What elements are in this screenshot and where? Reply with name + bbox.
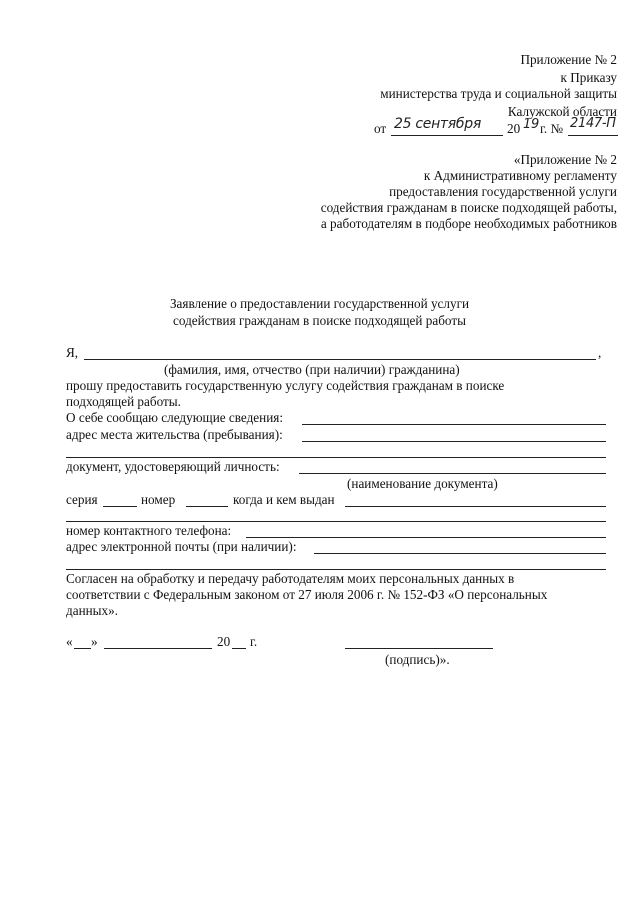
ya-label: Я, (66, 345, 79, 360)
email-label: адрес электронной почты (при наличии): (66, 539, 297, 554)
number-line (568, 135, 618, 136)
fio-comma: , (598, 345, 602, 360)
date-year-prefix: 20 (217, 634, 231, 649)
number-label: номер (141, 492, 176, 507)
date-year-suffix: г. (250, 634, 258, 649)
date-month-line[interactable] (104, 648, 212, 649)
header2-service: предоставления государственной услуги (389, 184, 617, 199)
about-label: О себе сообщаю следующие сведения: (66, 410, 284, 425)
address-line-2[interactable] (66, 457, 606, 458)
date-line (391, 135, 503, 136)
consent-line2: соответствии с Федеральным законом от 27 июля 2006 г. № 152-ФЗ «О персональных (66, 587, 548, 602)
header-year-prefix: 20 (507, 121, 521, 136)
header2-assistance: содействия гражданам в поиске подходящей работы, (320, 200, 617, 215)
header-ministry: министерства труда и социальной защиты (380, 86, 617, 101)
consent-line1: Согласен на обработку и передачу работодателям моих персональных данных в (66, 571, 515, 586)
header2-employers: а работодателям в подборе необходимых работников (320, 216, 617, 231)
email-line[interactable] (314, 553, 606, 554)
date-open-quote: « (66, 634, 73, 649)
header2-regulation: к Административному регламенту (423, 168, 617, 183)
header-region: Калужской области (507, 104, 617, 119)
date-day-line[interactable] (74, 648, 91, 649)
fio-caption: (фамилия, имя, отчество (при наличии) гражданина) (164, 362, 460, 377)
handwritten-year: 19 (523, 117, 539, 132)
signature-caption: (подпись)». (385, 652, 450, 667)
address-label: адрес места жительства (пребывания): (66, 427, 283, 442)
series-line[interactable] (103, 506, 137, 507)
issued-line[interactable] (345, 506, 606, 507)
issued-line-2[interactable] (66, 521, 606, 522)
series-label: серия (66, 492, 98, 507)
header-appendix: Приложение № 2 (520, 52, 617, 67)
handwritten-number: 2147-П (570, 116, 616, 131)
header-number-label: г. № (540, 121, 564, 136)
document-caption: (наименование документа) (347, 476, 498, 491)
date-year-line[interactable] (232, 648, 246, 649)
request-line2: подходящей работы. (66, 394, 181, 409)
header-order: к Приказу (560, 70, 617, 85)
header-ot: от (374, 121, 387, 136)
title-line1: Заявление о предоставлении государственной услуги (169, 296, 470, 311)
request-line1: прошу предоставить государственную услугу содействия гражданам в поиске (66, 378, 505, 393)
consent-line3: данных». (66, 603, 119, 618)
signature-line[interactable] (345, 648, 493, 649)
issued-label: когда и кем выдан (233, 492, 335, 507)
number-line-field[interactable] (186, 506, 228, 507)
email-line-2[interactable] (66, 569, 606, 570)
document-line[interactable] (299, 473, 606, 474)
phone-line[interactable] (246, 537, 606, 538)
fio-line[interactable] (84, 359, 596, 360)
title-line2: содействия гражданам в поиске подходящей работы (173, 313, 466, 328)
document-label: документ, удостоверяющий личность: (66, 459, 280, 474)
phone-label: номер контактного телефона: (66, 523, 232, 538)
handwritten-date: 25 сентября (394, 116, 481, 132)
date-close-quote: » (91, 634, 98, 649)
header2-appendix: «Приложение № 2 (513, 152, 617, 167)
about-line[interactable] (302, 424, 606, 425)
address-line[interactable] (302, 441, 606, 442)
